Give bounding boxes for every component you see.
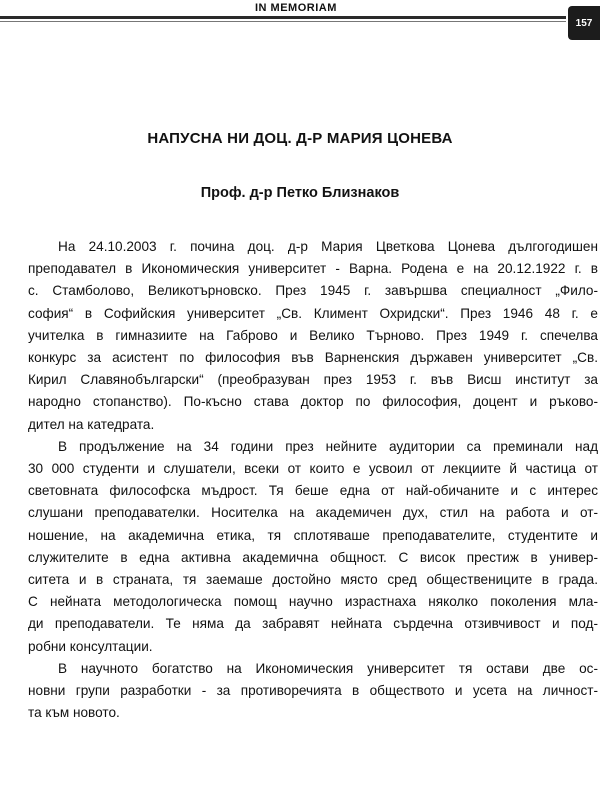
body-line: учителка в гимназиите на Габрово и Велико Търново. През 1949 г. спечелва xyxy=(28,327,598,343)
body-line: новни групи разработки - за противоречията в обществото и усета на личност- xyxy=(28,683,598,699)
body-line: В продължение на 34 години през нейните аудитории са преминали над xyxy=(58,438,598,454)
body-line: 30 000 студенти и слушатели, всеки от които е усвоил от лекциите й частица от xyxy=(28,461,598,477)
article-body xyxy=(28,236,598,724)
body-line: С нейната методологическа помощ научно израстнаха няколко поколения мла- xyxy=(28,594,598,610)
author-line: Проф. д-р Петко Близнаков xyxy=(200,185,400,201)
body-line: софия“ в Софийския университет „Св. Климент Охридски“. През 1946 48 г. е xyxy=(28,305,598,321)
body-line: Кирил Славянобългарски“ (преобразуван през 1953 г. във Висш институт за xyxy=(28,372,598,388)
header-rule-thin xyxy=(0,21,566,22)
body-line: слушани преподавателки. Носителка на академичен дух, стил на работа и от- xyxy=(28,505,598,521)
body-line: конкурс за асистент по философия във Варненския държавен университет „Св. xyxy=(28,350,598,366)
running-header xyxy=(0,0,600,40)
body-line: служителите в една активна академична общност. С висок престиж в универ- xyxy=(28,549,598,565)
body-line: дител на катедрата. xyxy=(28,416,155,432)
body-line: ситета и в страната, тя заемаше достойно място сред обществениците в града. xyxy=(28,572,598,588)
article-title: НАПУСНА НИ ДОЦ. Д-Р МАРИЯ ЦОНЕВА xyxy=(147,130,453,147)
body-line: световната философска мъдрост. Тя беше една от най-обичаните и с интерес xyxy=(28,483,598,499)
body-line: та към новото. xyxy=(28,705,120,721)
body-line: ди преподаватели. Те няма да забравят нейната сърдечна отзивчивост и под- xyxy=(28,616,598,632)
page-number-box xyxy=(568,6,600,40)
section-label: IN MEMORIAM xyxy=(255,2,337,14)
body-line: с. Стамболово, Великотърновско. През 1945 г. завършва специалност „Фило- xyxy=(28,283,598,299)
body-line: народно стопанство). По-късно става доктор по философия, доцент и ръково- xyxy=(28,394,598,410)
body-line: робни консултации. xyxy=(28,638,153,654)
header-rule xyxy=(0,16,566,19)
page-number: 157 xyxy=(575,17,593,29)
body-line: ношение, на академична етика, тя сплотяваше преподавателите, студентите и xyxy=(28,527,598,543)
body-line: На 24.10.2003 г. почина доц. д-р Мария Цветкова Цонева дългогодишен xyxy=(58,239,598,254)
body-line: В научното богатство на Икономическия университет тя остави две ос- xyxy=(58,660,598,676)
body-line: преподавател в Икономическия университет - Варна. Родена е на 20.12.1922 г. в xyxy=(28,261,598,277)
